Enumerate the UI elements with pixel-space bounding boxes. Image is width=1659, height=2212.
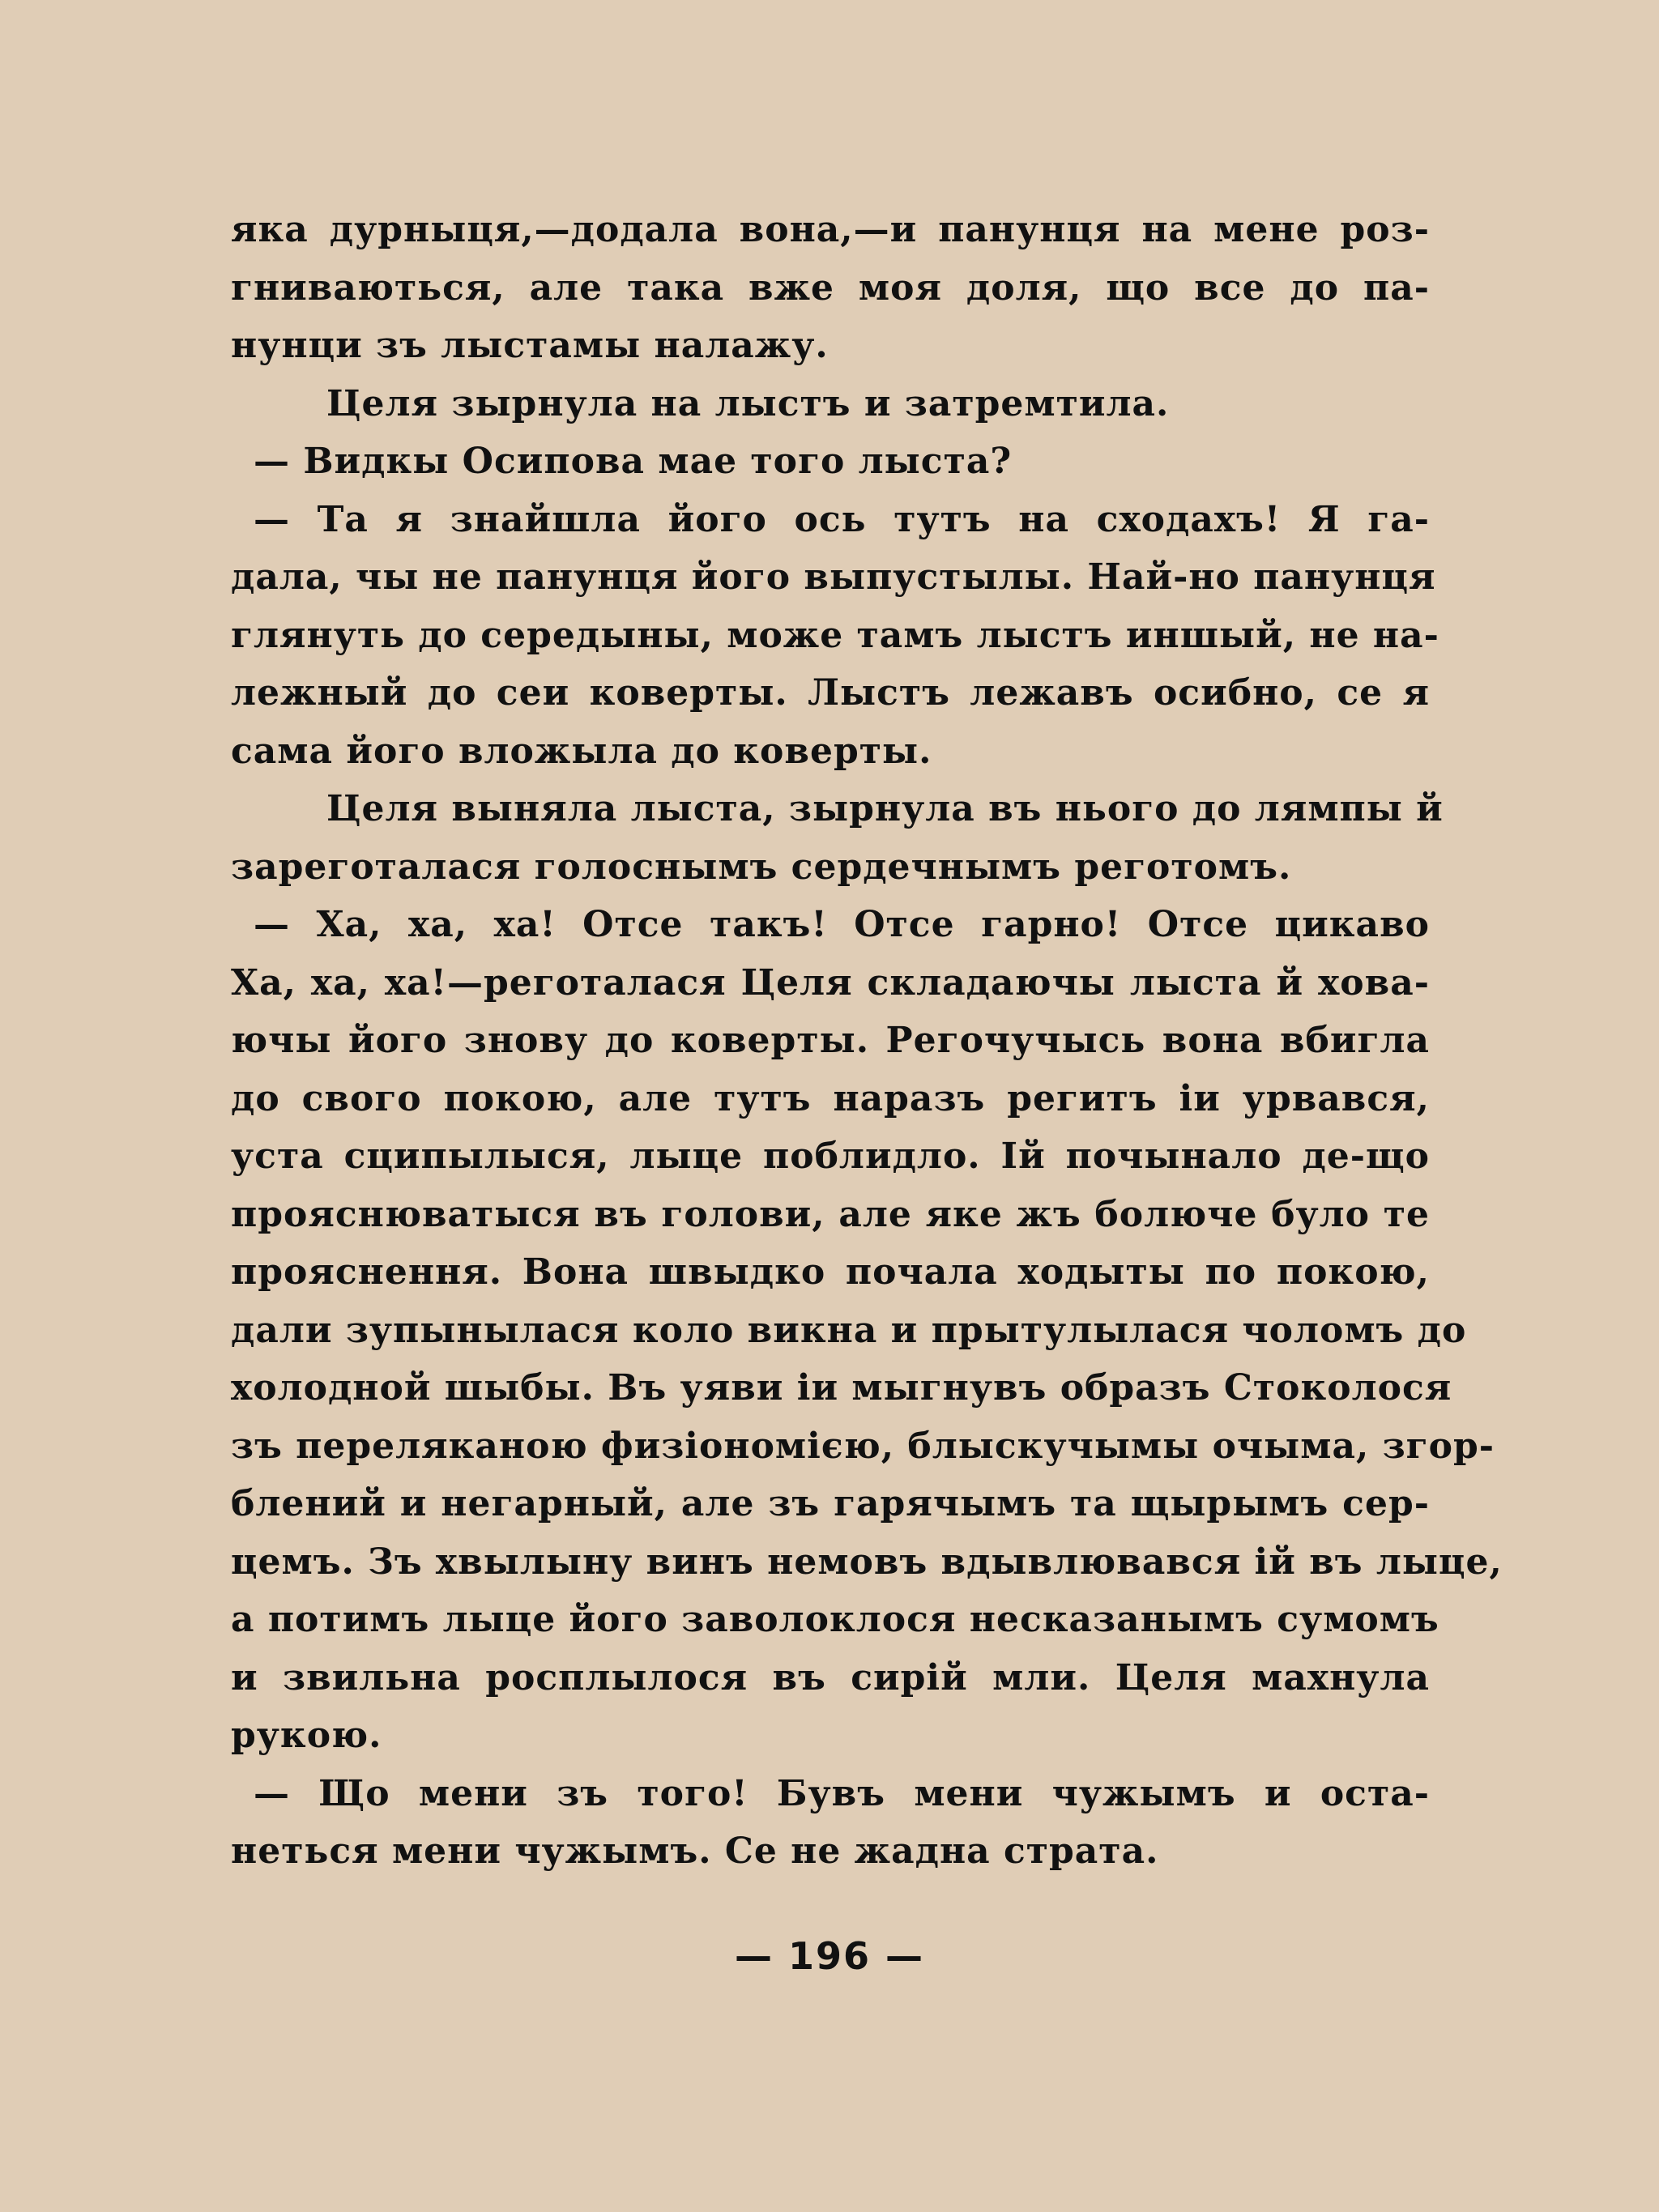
text-line: прояснюватыся въ голови, але яке жъ болюче було те [231, 1193, 1430, 1235]
text-line: Ха, ха, ха!—реготалася Целя складаючы лыста й хова- [231, 961, 1430, 1004]
text-line: глянуть до середыны, може тамъ лыстъ иншый, не на- [231, 614, 1439, 656]
text-line: дала, чы не панунця його выпустылы. Най-но панунця [231, 556, 1436, 598]
text-line: гниваються, але така вже моя доля, що все до па- [231, 266, 1430, 309]
text-line: до свого покою, але тутъ наразъ регитъ іи урвався, [231, 1077, 1430, 1119]
text-line: а потимъ лыце його заволоклося несказанымъ сумомъ [231, 1599, 1439, 1640]
text-line: и звильна росплылося въ сирій мли. Целя махнула [231, 1656, 1430, 1698]
text-line: зареготалася голоснымъ сердечнымъ реготомъ. [231, 846, 1292, 888]
text-line: неться мени чужымъ. Се не жадна страта. [231, 1831, 1159, 1872]
text-line: — Ха, ха, ха! Отсе такъ! Отсе гарно! Отсе цикаво [254, 904, 1430, 945]
text-line: яка дурныця,—додала вона,—и панунця на мене роз- [231, 209, 1430, 250]
text-line: прояснення. Вона швыдко почала ходыты по покою, [231, 1251, 1430, 1293]
text-line: дали зупынылася коло викна и прытулылася чоломъ до [231, 1309, 1467, 1351]
text-line: Целя выняла лыста, зырнула въ нього до лямпы й [326, 788, 1444, 829]
text-line: блений и негарный, але зъ гарячымъ та щырымъ сер- [231, 1483, 1430, 1524]
text-line: цемъ. Зъ хвылыну винъ немовъ вдывлювався ій въ лыце, [231, 1541, 1503, 1583]
text-line: ючы його знову до коверты. Регочучысь вона вбигла [231, 1020, 1430, 1061]
text-line: — Що мени зъ того! Бувъ мени чужымъ и оста- [254, 1772, 1430, 1814]
text-line: — Видкы Осипова мае того лыста? [254, 441, 1013, 482]
text-line: Целя зырнула на лыстъ и затремтила. [326, 382, 1170, 424]
text-line: уста сципылыся, лыце поблидло. Ій почынало де-що [231, 1136, 1430, 1177]
text-line: лежный до сеи коверты. Лыстъ лежавъ осибно, се я [231, 672, 1430, 714]
text-line: рукою. [231, 1715, 382, 1756]
page-text [231, 201, 1503, 1881]
text-line: сама його вложыла до коверты. [231, 730, 932, 772]
text-line: — Та я знайшла його ось тутъ на сходахъ! Я га- [254, 498, 1430, 540]
text-line: нунци зъ лыстамы налажу. [231, 325, 829, 366]
text-line: холодной шыбы. Въ уяви іи мыгнувъ образъ Стоколося [231, 1367, 1452, 1409]
text-line: зъ переляканою физіономією, блыскучымы очыма, згор- [231, 1425, 1495, 1467]
page-number: — 196 — [734, 1934, 925, 1978]
